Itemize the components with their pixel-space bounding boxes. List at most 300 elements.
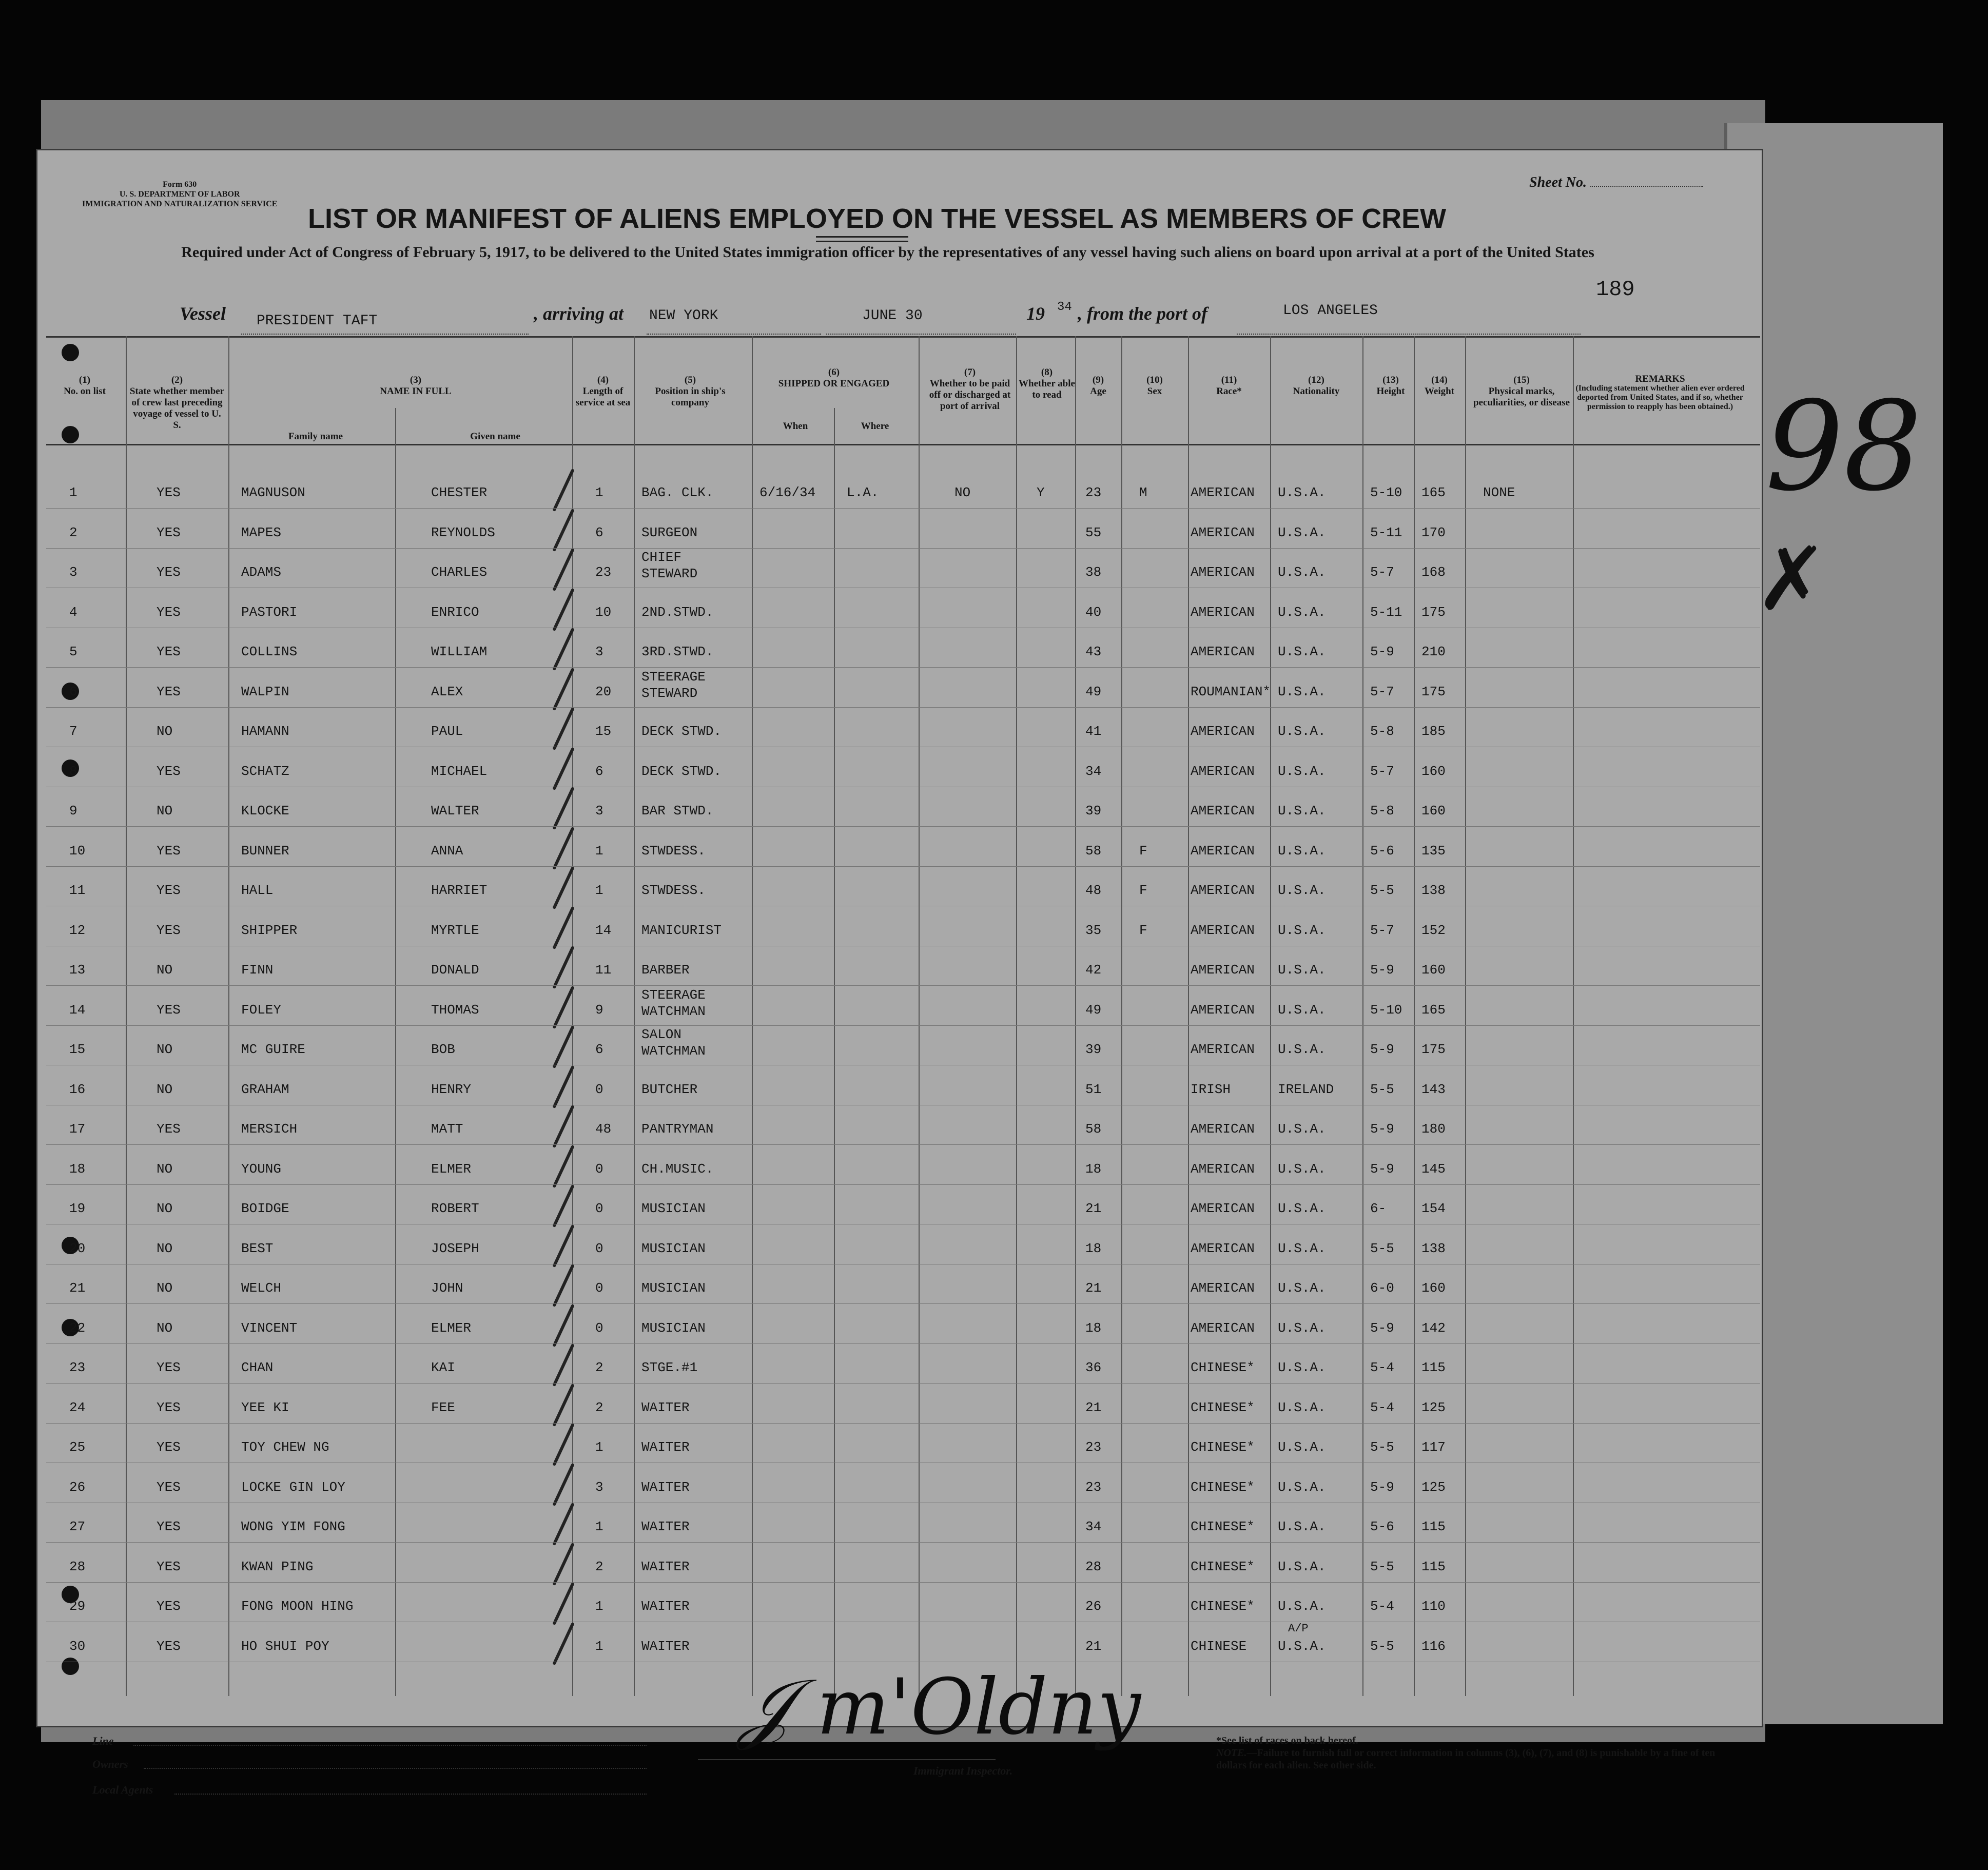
col-2-header: (2) State whether member of crew last preceding voyage of vessel to U. S. [129,375,225,431]
cell-position: STGE.#1 [641,1360,698,1375]
cell-height: 5-9 [1370,1320,1394,1336]
cell-position: PANTRYMAN [641,1121,714,1137]
cell-service-length: 1 [595,1519,603,1534]
cell-given-name: KAI [431,1360,455,1375]
cell-row-number: 13 [69,962,86,978]
col-rule [1362,336,1363,1696]
cell-weight: 210 [1421,644,1446,659]
cell-row-number: 10 [69,843,86,859]
check-mark [552,1144,574,1187]
cell-shipped-when: 6/16/34 [759,485,816,500]
cell-given-name: PAUL [431,724,463,739]
check-mark [552,1463,574,1506]
cell-age: 23 [1085,1439,1102,1455]
cell-row-number: 12 [69,922,86,938]
cell-family-name: MAPES [241,524,282,540]
cell-family-name: HO SHUI POY [241,1638,329,1654]
cell-race: AMERICAN [1191,1201,1255,1216]
cell-previous-voyage: YES [157,763,181,779]
col-rule [572,336,573,1696]
cell-height: 5-5 [1370,883,1394,898]
check-mark [552,1105,574,1148]
cell-weight: 115 [1421,1519,1446,1534]
col-11-header: (11) Race* [1216,375,1242,397]
cell-previous-voyage: NO [157,803,173,819]
cell-service-length: 1 [595,1439,603,1455]
manifest-number: 189 [1596,277,1635,302]
table-row-rule [46,667,1760,668]
cell-row-number: 15 [69,1042,86,1057]
cell-nationality: IRELAND [1278,1081,1334,1097]
cell-height: 5-5 [1370,1439,1394,1455]
cell-previous-voyage: YES [157,883,181,898]
cell-height: 5-4 [1370,1399,1394,1415]
cell-family-name: SHIPPER [241,922,298,938]
owners-blank [144,1763,647,1769]
cell-age: 18 [1085,1240,1102,1256]
cell-position: 3RD.STWD. [641,644,714,659]
where-header: Where [861,421,889,432]
check-mark [552,906,574,949]
table-row-rule [46,1303,1760,1304]
check-mark [552,1343,574,1387]
cell-sex: F [1139,922,1147,938]
cell-nationality: U.S.A. [1278,962,1326,978]
check-mark [552,508,574,551]
cell-service-length: 10 [595,604,612,620]
check-mark [552,1303,574,1347]
cell-previous-voyage: YES [157,1360,181,1375]
arriving-label: , arriving at [534,303,624,324]
vessel-line [180,303,226,324]
cell-weight: 160 [1421,1280,1446,1296]
cell-previous-voyage: YES [157,1559,181,1574]
cell-row-number: 24 [69,1399,86,1415]
cell-weight: 138 [1421,883,1446,898]
cell-family-name: WELCH [241,1280,282,1296]
cell-service-length: 3 [595,644,603,659]
cell-nationality: U.S.A. [1278,1240,1326,1256]
cell-given-name: MATT [431,1121,463,1137]
cell-height: 5-6 [1370,843,1394,859]
cell-position: SURGEON [641,524,698,540]
cell-service-length: 3 [595,1479,603,1495]
vessel-name: PRESIDENT TAFT [257,313,378,329]
cell-weight: 143 [1421,1081,1446,1097]
crossed-out-number: ✗ [1755,529,1828,630]
cell-given-name: JOSEPH [431,1240,479,1256]
cell-service-length: 0 [595,1201,603,1216]
col-10-header: (10) Sex [1146,375,1163,397]
cell-row-number: 7 [69,724,77,739]
cell-weight: 154 [1421,1201,1446,1216]
cell-nationality: U.S.A. [1278,1439,1326,1455]
cell-family-name: SCHATZ [241,763,289,779]
cell-height: 5-5 [1370,1240,1394,1256]
table-row-rule [46,548,1760,549]
cell-family-name: HALL [241,883,274,898]
cell-weight: 142 [1421,1320,1446,1336]
check-mark [552,985,574,1028]
service: IMMIGRATION AND NATURALIZATION SERVICE [82,200,278,208]
cell-family-name: CHAN [241,1360,274,1375]
cell-given-name: ENRICO [431,604,479,620]
cell-position: DECK STWD. [641,724,722,739]
cell-height: 5-7 [1370,684,1394,699]
col-rule [1573,336,1574,1696]
cell-service-length: 9 [595,1002,603,1018]
cell-sex: F [1139,843,1147,859]
cell-position: WAITER [641,1439,690,1455]
header-rule [46,444,1760,445]
col-rule [1465,336,1466,1696]
cell-age: 51 [1085,1081,1102,1097]
vessel-label: Vessel [180,303,226,324]
arriving-blank [647,328,821,335]
cell-height: 5-9 [1370,1479,1394,1495]
cell-height: 5-4 [1370,1360,1394,1375]
cell-weight: 175 [1421,1042,1446,1057]
cell-given-name: ELMER [431,1161,472,1177]
cell-nationality: U.S.A. [1278,1161,1326,1177]
cell-race: AMERICAN [1191,724,1255,739]
cell-race: CHINESE [1191,1638,1247,1654]
cell-height: 5-9 [1370,1042,1394,1057]
cell-height: 5-5 [1370,1559,1394,1574]
cell-row-number: 19 [69,1201,86,1216]
cell-nationality: U.S.A. [1278,1519,1326,1534]
arriving-port: NEW YORK [649,308,718,324]
cell-previous-voyage: NO [157,1201,173,1216]
cell-previous-voyage: YES [157,1599,181,1614]
cell-given-name: REYNOLDS [431,524,495,540]
cell-given-name: ELMER [431,1320,472,1336]
cell-service-length: 0 [595,1161,603,1177]
col-15-header: (15) Physical marks, peculiarities, or disease [1473,375,1570,408]
cell-nationality: U.S.A. [1278,763,1326,779]
cell-given-name: MYRTLE [431,922,479,938]
cell-given-name: ROBERT [431,1201,479,1216]
cell-position: CH.MUSIC. [641,1161,714,1177]
cell-row-number: 2 [69,524,77,540]
cell-nationality: U.S.A. [1278,1280,1326,1296]
from-label: , from the port of [1078,303,1208,324]
remarks-header: REMARKS (Including statement whether alien ever ordered deported from United States, and if so, whether permission to reapply has been obtained.) [1575,374,1745,411]
page-title: LIST OR MANIFEST OF ALIENS EMPLOYED ON THE VESSEL AS MEMBERS OF CREW [308,203,1447,234]
cell-age: 18 [1085,1320,1102,1336]
cell-race: AMERICAN [1191,1002,1255,1018]
check-mark [552,1503,574,1546]
form-corner [82,180,277,209]
cell-row-number: 5 [69,644,77,659]
cell-row-number: 11 [69,883,86,898]
col-rule [1121,336,1122,1696]
cell-race: AMERICAN [1191,843,1255,859]
table-row-rule [46,866,1760,867]
subtitle: Required under Act of Congress of February 5, 1917, to be delivered to the United States immigration officer by the representatives of any vessel having such aliens on board upon arrival at a port of the United States [181,244,1594,261]
cell-position: MANICURIST [641,922,722,938]
check-mark [552,1622,574,1665]
cell-nationality: U.S.A. [1278,1559,1326,1574]
cell-race: ROUMANIAN* [1191,684,1271,699]
cell-row-number: 18 [69,1161,86,1177]
cell-family-name: MERSICH [241,1121,298,1137]
cell-height: 5-9 [1370,1121,1394,1137]
cell-age: 23 [1085,1479,1102,1495]
check-mark [552,1025,574,1068]
col-5-header: (5) Position in ship's company [655,375,726,408]
cell-service-length: 15 [595,724,612,739]
cell-nationality: U.S.A. [1278,1002,1326,1018]
cell-sex: F [1139,883,1147,898]
cell-race: AMERICAN [1191,883,1255,898]
cell-service-length: 2 [595,1360,603,1375]
cell-previous-voyage: NO [157,962,173,978]
when-header: When [783,421,808,432]
col-8-header: (8) Whether able to read [1019,367,1075,400]
cell-age: 49 [1085,684,1102,699]
table-row-rule [46,1542,1760,1543]
cell-race: AMERICAN [1191,1161,1255,1177]
cell-position: DECK STWD. [641,763,722,779]
cell-given-name: HARRIET [431,883,488,898]
note-label: NOTE. [1216,1747,1247,1759]
cell-nationality: U.S.A. [1278,843,1326,859]
cell-age: 26 [1085,1599,1102,1614]
cell-family-name: PASTORI [241,604,298,620]
family-name-header: Family name [288,431,343,442]
cell-given-name: DONALD [431,962,479,978]
col-12-header: (12) Nationality [1293,375,1340,397]
col-rule [1414,336,1415,1696]
col-rule [634,336,635,1696]
year-prefix: 19 [1026,303,1045,324]
col-rule [228,336,229,1696]
cell-service-length: 2 [595,1399,603,1415]
col-9-header: (9) Age [1090,375,1106,397]
form-number: Form 630 [163,180,197,189]
cell-height: 5-9 [1370,962,1394,978]
cell-position: SALON WATCHMAN [641,1027,706,1059]
cell-row-number: 21 [69,1280,86,1296]
cell-family-name: YEE KI [241,1399,289,1415]
cell-race: AMERICAN [1191,962,1255,978]
cell-given-name: WILLIAM [431,644,488,659]
cell-previous-voyage: YES [157,684,181,699]
sheet-number-label: Sheet No. [1529,174,1587,190]
cell-previous-voyage: YES [157,485,181,500]
cell-height: 5-4 [1370,1599,1394,1614]
cell-given-name: JOHN [431,1280,463,1296]
cell-race: AMERICAN [1191,1042,1255,1057]
cell-position: WAITER [641,1399,690,1415]
cell-previous-voyage: YES [157,1479,181,1495]
cell-service-length: 6 [595,763,603,779]
cell-race: AMERICAN [1191,644,1255,659]
cell-weight: 165 [1421,1002,1446,1018]
cell-row-number: 23 [69,1360,86,1375]
check-mark [552,747,574,790]
cell-weight: 116 [1421,1638,1446,1654]
cell-previous-voyage: YES [157,524,181,540]
col-rule [919,336,920,1696]
cell-race: AMERICAN [1191,1280,1255,1296]
cell-race: AMERICAN [1191,763,1255,779]
col-7-header: (7) Whether to be paid off or discharged at port of arrival [929,367,1011,412]
cell-age: 36 [1085,1360,1102,1375]
cell-height: 5-7 [1370,763,1394,779]
cell-position: MUSICIAN [641,1320,706,1336]
cell-family-name: YOUNG [241,1161,282,1177]
cell-race: AMERICAN [1191,1240,1255,1256]
cell-given-name: THOMAS [431,1002,479,1018]
cell-nationality: U.S.A. [1278,684,1326,699]
cell-height: 6- [1370,1201,1387,1216]
check-mark [552,1264,574,1307]
cell-age: 21 [1085,1399,1102,1415]
col-1-header: (1) No. on list [64,375,106,397]
cell-position: WAITER [641,1519,690,1534]
cell-age: 40 [1085,604,1102,620]
cell-family-name: ADAMS [241,564,282,580]
cell-service-length: 14 [595,922,612,938]
cell-given-name: WALTER [431,803,479,819]
cell-family-name: BEST [241,1240,274,1256]
cell-age: 18 [1085,1161,1102,1177]
table-row-rule [46,508,1760,509]
from-port-blank [1237,328,1581,335]
vessel-blank [241,328,529,335]
cell-previous-voyage: NO [157,724,173,739]
cell-height: 5-5 [1370,1081,1394,1097]
cell-age: 41 [1085,724,1102,739]
cell-weight: 168 [1421,564,1446,580]
cell-previous-voyage: NO [157,1320,173,1336]
cell-given-name: ANNA [431,843,463,859]
cell-position: CHIEF STEWARD [641,550,698,581]
cell-weight: 125 [1421,1479,1446,1495]
cell-family-name: FOLEY [241,1002,282,1018]
cell-nationality: U.S.A. [1278,922,1326,938]
cell-weight: 145 [1421,1161,1446,1177]
cell-race: AMERICAN [1191,564,1255,580]
cell-age: 35 [1085,922,1102,938]
cell-previous-voyage: YES [157,843,181,859]
cell-position: WAITER [641,1559,690,1574]
cell-position: BUTCHER [641,1081,698,1097]
table-row-rule [46,826,1760,827]
cell-weight: 152 [1421,922,1446,938]
cell-position: STWDESS. [641,883,706,898]
agents-label: Local Agents [92,1783,153,1796]
cell-given-name: CHESTER [431,485,488,500]
cell-family-name: VINCENT [241,1320,298,1336]
cell-weight: 175 [1421,604,1446,620]
cell-age: 42 [1085,962,1102,978]
cell-given-name: MICHAEL [431,763,488,779]
cell-nationality: U.S.A. [1278,1399,1326,1415]
cell-previous-voyage: NO [157,1042,173,1057]
check-mark [552,1383,574,1426]
cell-position: WAITER [641,1479,690,1495]
cell-race: AMERICAN [1191,604,1255,620]
cell-weight: 160 [1421,803,1446,819]
cell-height: 5-9 [1370,1161,1394,1177]
cell-age: 43 [1085,644,1102,659]
cell-height: 5-8 [1370,803,1394,819]
cell-row-number: 17 [69,1121,86,1137]
cell-nationality: U.S.A. [1278,883,1326,898]
cell-family-name: BOIDGE [241,1201,289,1216]
cell-position: WAITER [641,1599,690,1614]
cell-row-number: 27 [69,1519,86,1534]
cell-given-name: CHARLES [431,564,488,580]
cell-family-name: HAMANN [241,724,289,739]
cell-age: 49 [1085,1002,1102,1018]
cell-row-number: 3 [69,564,77,580]
cell-previous-voyage: YES [157,604,181,620]
cell-row-number: 25 [69,1439,86,1455]
cell-service-length: 2 [595,1559,603,1574]
cell-family-name: KLOCKE [241,803,289,819]
cell-race: CHINESE* [1191,1479,1255,1495]
check-mark [552,1582,574,1625]
cell-previous-voyage: YES [157,1002,181,1018]
table-row-rule [46,1582,1760,1583]
cell-family-name: FONG MOON HING [241,1599,354,1614]
cell-age: 38 [1085,564,1102,580]
table-row-rule [46,1383,1760,1384]
cell-service-length: 3 [595,803,603,819]
cell-position: STEERAGE WATCHMAN [641,987,706,1019]
cell-height: 5-11 [1370,604,1402,620]
check-mark [552,1224,574,1267]
cell-service-length: 11 [595,962,612,978]
cell-previous-voyage: YES [157,564,181,580]
cell-height: 5-7 [1370,564,1394,580]
cell-family-name: GRAHAM [241,1081,289,1097]
cell-previous-voyage: YES [157,644,181,659]
cell-height: 5-10 [1370,1002,1402,1018]
cell-position: WAITER [641,1638,690,1654]
cell-previous-voyage: NO [157,1161,173,1177]
col-rule [1075,336,1076,1696]
cell-nationality: U.S.A. [1278,1638,1326,1654]
cell-nationality: U.S.A. [1278,1360,1326,1375]
cell-service-length: 23 [595,564,612,580]
cell-service-length: 0 [595,1280,603,1296]
cell-weight: 160 [1421,962,1446,978]
cell-row-number: 29 [69,1599,86,1614]
cell-family-name: MC GUIRE [241,1042,305,1057]
cell-service-length: 48 [595,1121,612,1137]
cell-position: STWDESS. [641,843,706,859]
footnote [1216,1735,1729,1771]
cell-age: 55 [1085,524,1102,540]
check-mark [552,1065,574,1108]
cell-race: AMERICAN [1191,803,1255,819]
cell-family-name: MAGNUSON [241,485,305,500]
cell-service-length: 1 [595,1599,603,1614]
check-mark [552,1184,574,1228]
cell-weight: 138 [1421,1240,1446,1256]
check-mark [552,946,574,989]
cell-age: 58 [1085,1121,1102,1137]
cell-service-length: 0 [595,1081,603,1097]
cell-age: 21 [1085,1201,1102,1216]
cell-paid-off: NO [954,485,971,500]
sheet-number-blank [1590,186,1703,187]
